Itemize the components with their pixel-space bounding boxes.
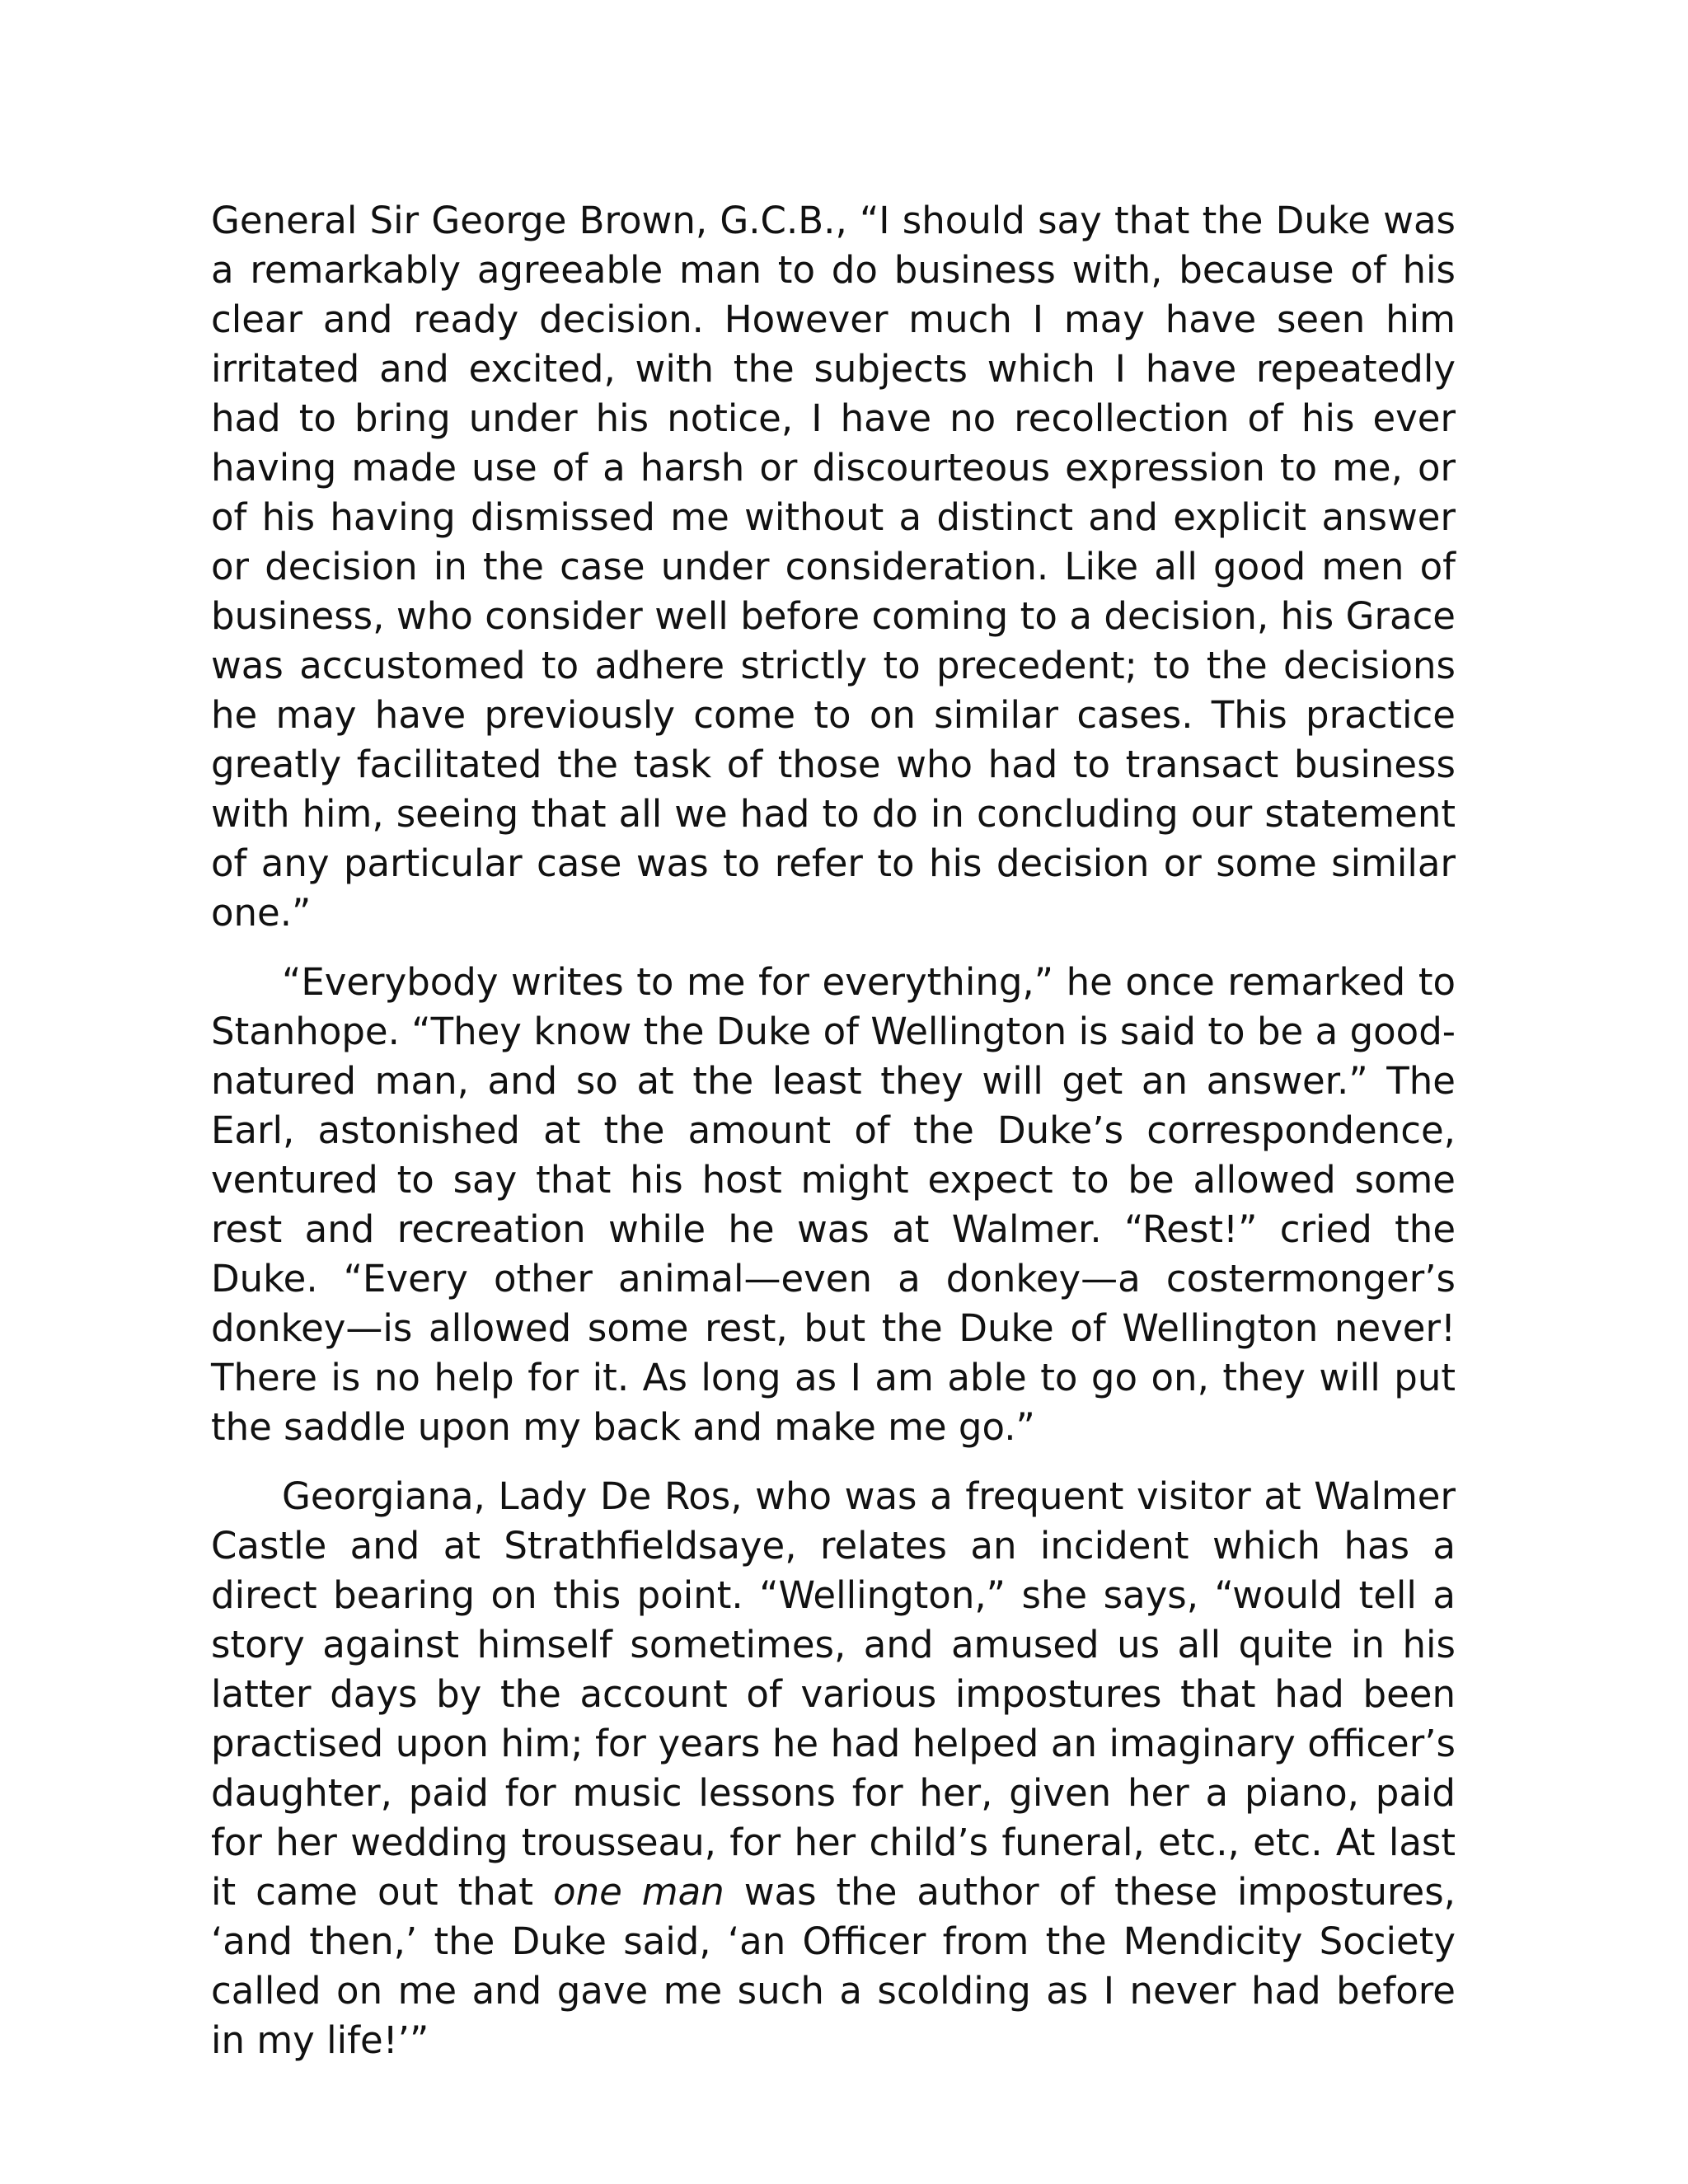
italic-emphasis: one man (553, 1870, 724, 1914)
book-page (211, 196, 1456, 2085)
paragraph-lady-de-ros (211, 1472, 1456, 2065)
paragraph-everybody-writes (211, 958, 1456, 1452)
paragraph-text-before-italic: Georgiana, Lady De Ros, who was a frequent visitor at Walmer Castle and at Strathfieldsaye, relates an incident which has a direct bearing on this point. “Wellington,” she says, “would tell a story against himself sometimes, and amused us all quite in his latter days by the account of various impostures that had been practised upon him; for years he had helped an imaginary officer’s daughter, paid for music lessons for her, given her a piano, paid for her wedding trousseau, for her child’s funeral, etc., etc. At last it came out that (211, 1474, 1456, 1914)
paragraph-text: General Sir George Brown, G.C.B., “I should say that the Duke was a remarkably agreeable man to do business with, because of his clear and ready decision. However much I may have seen him irritated and excited, with the subjects which I have repeatedly had to bring under his notice, I have no recollection of his ever having made use of a harsh or discourteous expression to me, or of his having dismissed me without a distinct and explicit answer or decision in the case under consideration. Like all good men of business, who consider well before coming to a decision, his Grace was accustomed to adhere strictly to precedent; to the decisions he may have previously come to on similar cases. This practice greatly facilitated the task of those who had to transact business with him, seeing that all we had to do in concluding our statement of any particular case was to refer to his decision or some similar one.” (211, 199, 1456, 935)
paragraph-george-brown-quote (211, 196, 1456, 938)
paragraph-text-after-italic: was the author of these impostures, ‘and then,’ the Duke said, ‘an Officer from the Mendicity Society called on me and gave me such a scolding as I never had before in my life!’” (211, 1870, 1456, 2062)
paragraph-text: “Everybody writes to me for everything,” he once remarked to Stanhope. “They know the Duke of Wellington is said to be a good-natured man, and so at the least they will get an answer.” The Earl, astonished at the amount of the Duke’s correspondence, ventured to say that his host might expect to be allowed some rest and recreation while he was at Walmer. “Rest!” cried the Duke. “Every other animal—even a donkey—a costermonger’s donkey—is allowed some rest, but the Duke of Wellington never! There is no help for it. As long as I am able to go on, they will put the saddle upon my back and make me go.” (211, 960, 1456, 1449)
